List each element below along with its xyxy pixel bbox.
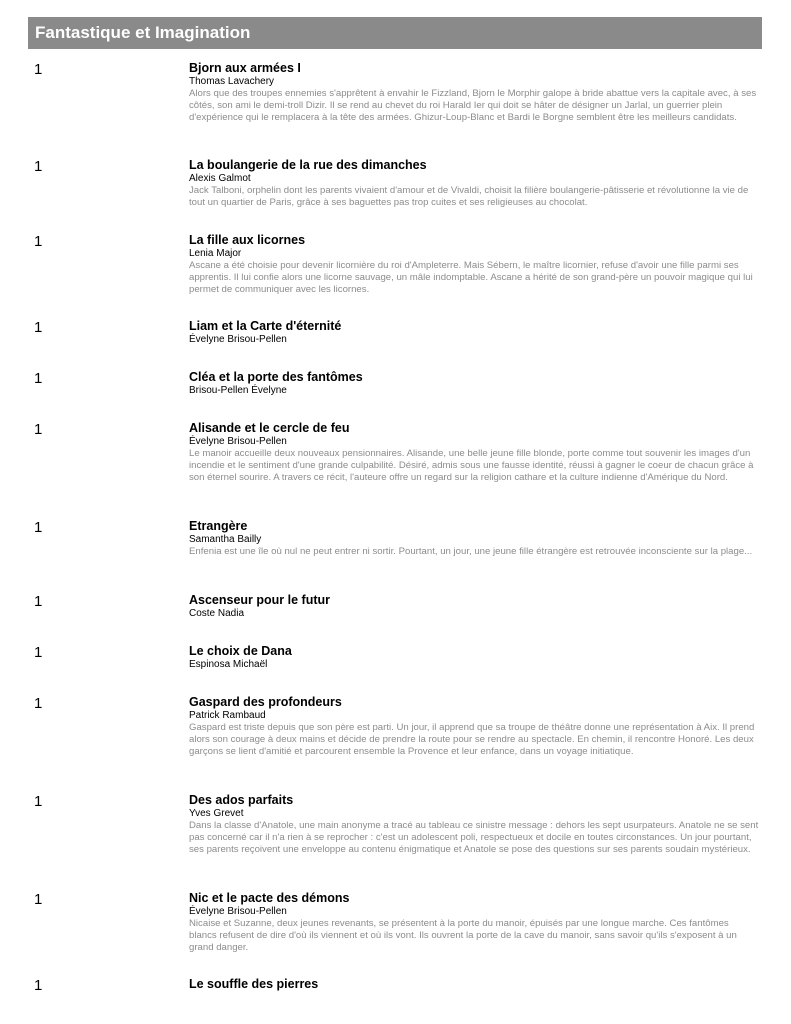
book-author: Espinosa Michaël bbox=[189, 659, 268, 670]
book-author: Patrick Rambaud bbox=[189, 710, 266, 721]
book-title: La boulangerie de la rue des dimanches bbox=[189, 158, 427, 172]
quantity: 1 bbox=[34, 644, 43, 661]
quantity: 1 bbox=[34, 695, 43, 712]
book-title: Etrangère bbox=[189, 519, 248, 533]
quantity: 1 bbox=[34, 61, 43, 78]
section-header bbox=[28, 17, 762, 49]
quantity: 1 bbox=[34, 519, 43, 536]
book-title: Des ados parfaits bbox=[189, 793, 294, 807]
book-author: Yves Grevet bbox=[189, 808, 244, 819]
book-author: Thomas Lavachery bbox=[189, 76, 275, 87]
book-title: Nic et le pacte des démons bbox=[189, 891, 350, 905]
book-author: Évelyne Brisou-Pellen bbox=[189, 436, 287, 447]
quantity: 1 bbox=[34, 319, 43, 336]
book-title: Liam et la Carte d'éternité bbox=[189, 319, 342, 333]
quantity: 1 bbox=[34, 793, 43, 810]
book-title: Gaspard des profondeurs bbox=[189, 695, 342, 709]
book-title: Ascenseur pour le futur bbox=[189, 593, 330, 607]
book-author: Évelyne Brisou-Pellen bbox=[189, 906, 287, 917]
book-title: Cléa et la porte des fantômes bbox=[189, 370, 363, 384]
book-description: Alors que des troupes ennemies s'apprêtent à envahir le Fizzland, Bjorn le Morphir galope à bride abattue vers la capitale avec, à ses côtés, son ami le demi-troll Dizir. Il se rend au chevet du roi Harald Ier qui doit se hâter de désigner un Jarlal, un guerrier plein d'expérience qui le remplacera à la tête des armées. Ghizur-Loup-Blanc et Bardi le Borgne semblent être les meilleurs candidats. bbox=[189, 88, 757, 123]
quantity: 1 bbox=[34, 370, 43, 387]
book-description: Jack Talboni, orphelin dont les parents vivaient d'amour et de Vivaldi, choisit la filière boulangerie-pâtisserie et révolutionne la vie de tout un quartier de Paris, grâce à ses baguettes pas trop cuites et ses religieuses au chocolat. bbox=[189, 185, 749, 208]
quantity: 1 bbox=[34, 233, 43, 250]
book-title: Le choix de Dana bbox=[189, 644, 292, 658]
quantity: 1 bbox=[34, 593, 43, 610]
book-description: Le manoir accueille deux nouveaux pensionnaires. Alisande, une belle jeune fille blonde, porte comme tout souvenir les images d'un incendie et le sentiment d'une grande culpabilité. Désiré, admis sous une fausse identité, réussi à gagner le coeur de chacun grâce à son éternel sourire. A travers ce récit, l'auteure offre un regard sur la religion cathare et la culture indienne d'Amérique du Nord. bbox=[189, 448, 754, 483]
book-description: Gaspard est triste depuis que son père est parti. Un jour, il apprend que sa troupe de théâtre donne une représentation à Aix. Il prend alors son courage à deux mains et décide de prendre la route pour se rendre au spectacle. En chemin, il rencontre Honoré. Les deux garçons se lient d'amitié et parcourent ensemble la Provence et leur enfance, dans un voyage initiatique. bbox=[189, 722, 755, 757]
book-description: Enfenia est une île où nul ne peut entrer ni sortir. Pourtant, un jour, une jeune fille étrangère est retrouvée inconsciente sur la plage... bbox=[189, 546, 753, 557]
book-author: Alexis Galmot bbox=[189, 173, 251, 184]
book-author: Évelyne Brisou-Pellen bbox=[189, 334, 287, 345]
section-title: Fantastique et Imagination bbox=[35, 23, 251, 42]
book-title: Alisande et le cercle de feu bbox=[189, 421, 350, 435]
book-title: Le souffle des pierres bbox=[189, 977, 319, 991]
quantity: 1 bbox=[34, 977, 43, 994]
book-description: Ascane a été choisie pour devenir licornière du roi d'Ampleterre. Mais Sébern, le maître licornier, refuse d'avoir une fille parmi ses apprentis. Il lui confie alors une licorne sauvage, un mâle indomptable. Ascane a hérité de son grand-père un pouvoir magique qui lui permet de communiquer avec les licornes. bbox=[189, 260, 753, 295]
quantity: 1 bbox=[34, 158, 43, 175]
book-author: Samantha Bailly bbox=[189, 534, 262, 545]
quantity: 1 bbox=[34, 891, 43, 908]
book-author: Lenia Major bbox=[189, 248, 242, 259]
quantity: 1 bbox=[34, 421, 43, 438]
book-title: Bjorn aux armées I bbox=[189, 61, 301, 75]
book-author: Brisou-Pellen Évelyne bbox=[189, 385, 287, 396]
book-description: Dans la classe d'Anatole, une main anonyme a tracé au tableau ce sinistre message : dehors les sept usurpateurs. Anatole ne se sent pas concerné car il n'a rien à se reprocher : c'est un adolescent poli, respectueux et docile en toutes circonstances. Un jour pourtant, ses parents reçoivent une enveloppe au contenu énigmatique et Anatole se pose des questions sur ses parents soudain mystérieux. bbox=[189, 820, 759, 855]
book-title: La fille aux licornes bbox=[189, 233, 306, 247]
book-description: Nicaise et Suzanne, deux jeunes revenants, se présentent à la porte du manoir, épuisés par une longue marche. Ces fantômes blancs refusent de dire d'où ils viennent et où ils vont. Ils ouvrent la porte de la cave du manoir, sans savoir qu'ils s'exposent à un grand danger. bbox=[189, 918, 737, 953]
book-author: Coste Nadia bbox=[189, 608, 245, 619]
